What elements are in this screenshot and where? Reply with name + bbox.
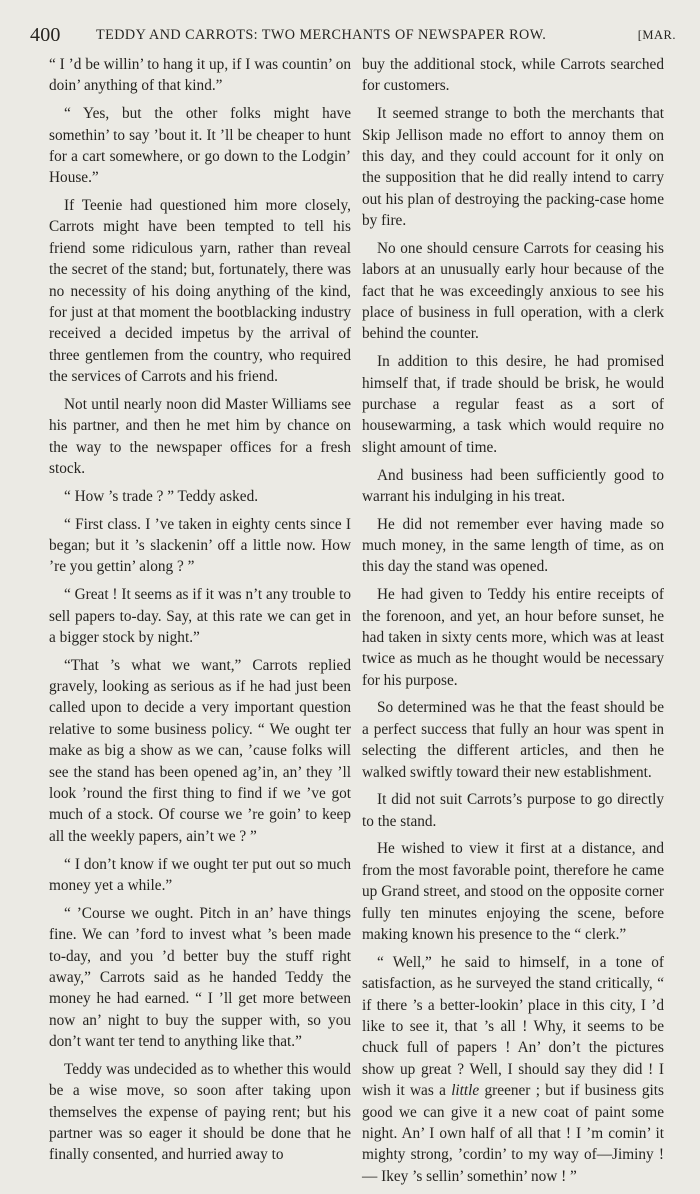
paragraph: “ Great ! It seems as if it was n’t any trouble to sell papers to-day. Say, at this rate we can get in a bigger stock by night.” <box>49 586 351 646</box>
paragraph: So determined was he that the feast should be a perfect success that fully an hour was spent in selecting the different articles, and then he walked swiftly toward their new establishment. <box>362 699 664 781</box>
paragraph: If Teenie had questioned him more closely, Carrots might have been tempted to tell his friend some ridiculous yarn, rather than reveal the secret of the stand; but, fortunately, there was no necessity of his doing anything of the kind, for just at that moment the bootblacking industry received a decided impetus by the arrival of three gentlemen from the country, who required the services of Carrots and his friend. <box>49 197 351 386</box>
paragraph: No one should censure Carrots for ceasing his labors at an unusually early hour because of the fact that he was exceedingly anxious to see his place of business in full operation, with a clerk behind the counter. <box>362 239 664 343</box>
paragraph: “ First class. I ’ve taken in eighty cents since I began; but it ’s slackenin’ off a little now. How ’re you gettin’ along ? ” <box>49 515 351 576</box>
issue-month: [MAR. <box>637 28 676 42</box>
paragraph: “That ’s what we want,” Carrots replied gravely, looking as serious as if he had just been called upon to decide a very important question relative to some business policy. “ We ought ter make as big a show as we can, ’cause folks will see the stand has been opened ag’in, an’ they ’ll look ’round the first thing to find if we ’ve got much of a stock. Of course we ’re goin’ to keep all the weekly papers, ain’t we ? ” <box>49 656 351 845</box>
paragraph: He wished to view it first at a distance, and from the most favorable point, therefore he came up Grand street, and stood on the opposite corner fully ten minutes enjoying the scene, before making known his presence to the “ clerk.” <box>362 840 664 944</box>
paragraph: Teddy was undecided as to whether this would be a wise move, so soon after taking upon themselves the expense of paying rent; but his partner was so eager it should be done that he finally consented, and hurried away to <box>49 1060 351 1164</box>
paragraph <box>362 952 664 1187</box>
paragraph: It seemed strange to both the merchants that Skip Jellison made no effort to annoy them on this day, and they could account for it only on the supposition that he did really intend to carry out his plan of destroying the packing-case home by fire. <box>362 105 664 230</box>
text-run: “ Well,” he said to himself, in a tone of satisfaction, as he surveyed the stand critically, “ if there ’s a better-lookin’ place in this city, I ’d like to see it, that ’s all ! Why, it seems to be chuck full of papers ! An’ don’t the pictures show up great ? Well, I should say they did ! I wish it was a <box>362 953 664 1100</box>
italic-text: little <box>451 1082 480 1100</box>
paragraph: In addition to this desire, he had promised himself that, if trade should be brisk, he would purchase a regular feast as a sort of housewarming, a task which would require no slight amount of time. <box>362 353 664 456</box>
paragraph: “ Yes, but the other folks might have somethin’ to say ’bout it. It ’ll be cheaper to hunt for a cart somewhere, or go down to the Lodgin’ House.” <box>49 105 351 187</box>
page-header <box>30 20 676 48</box>
paragraph: buy the additional stock, while Carrots searched for customers. <box>362 56 664 95</box>
paragraph: He had given to Teddy his entire receipts of the forenoon, and yet, an hour before sunset, he had taken in sixty cents more, which was at least twice as much as he thought would be necessary for his purpose. <box>362 586 664 689</box>
text-run: greener ; but if business gits good we can give it a new coat of paint some night. An’ I own half of all that ! I ’m comin’ it mighty strong, ’cordin’ to my way of—Jiminy !— Ikey ’s sellin’ somethin’ now ! ” <box>362 1082 664 1185</box>
paragraph: “ I don’t know if we ought ter put out so much money yet a while.” <box>49 855 351 894</box>
paragraph: It did not suit Carrots’s purpose to go directly to the stand. <box>362 791 664 830</box>
paragraph: Not until nearly noon did Master Williams see his partner, and then he met him by chance on the way to the newspaper offices for a fresh stock. <box>49 395 351 478</box>
paragraph: He did not remember ever having made so much money, in the same length of time, as on this day the stand was opened. <box>362 515 664 576</box>
left-column <box>49 54 351 1172</box>
paragraph: “ How ’s trade ? ” Teddy asked. <box>64 487 259 505</box>
paragraph: “ I ’d be willin’ to hang it up, if I was countin’ on doin’ anything of that kind.” <box>49 56 351 95</box>
page-number: 400 <box>30 24 61 46</box>
paragraph: “ ’Course we ought. Pitch in an’ have things fine. We can ’ford to invest what ’s been made to-day, and you ’d better buy the stuff right away,” Carrots said as he handed Teddy the money he had earned. “ I ’ll get more between now an’ night to buy the supper with, so you don’t want ter tend to anything like that.” <box>49 904 351 1051</box>
paragraph: And business had been sufficiently good to warrant his indulging in his treat. <box>362 466 664 505</box>
running-title: TEDDY AND CARROTS: TWO MERCHANTS OF NEWSPAPER ROW. <box>96 27 547 43</box>
right-column <box>362 54 664 1194</box>
